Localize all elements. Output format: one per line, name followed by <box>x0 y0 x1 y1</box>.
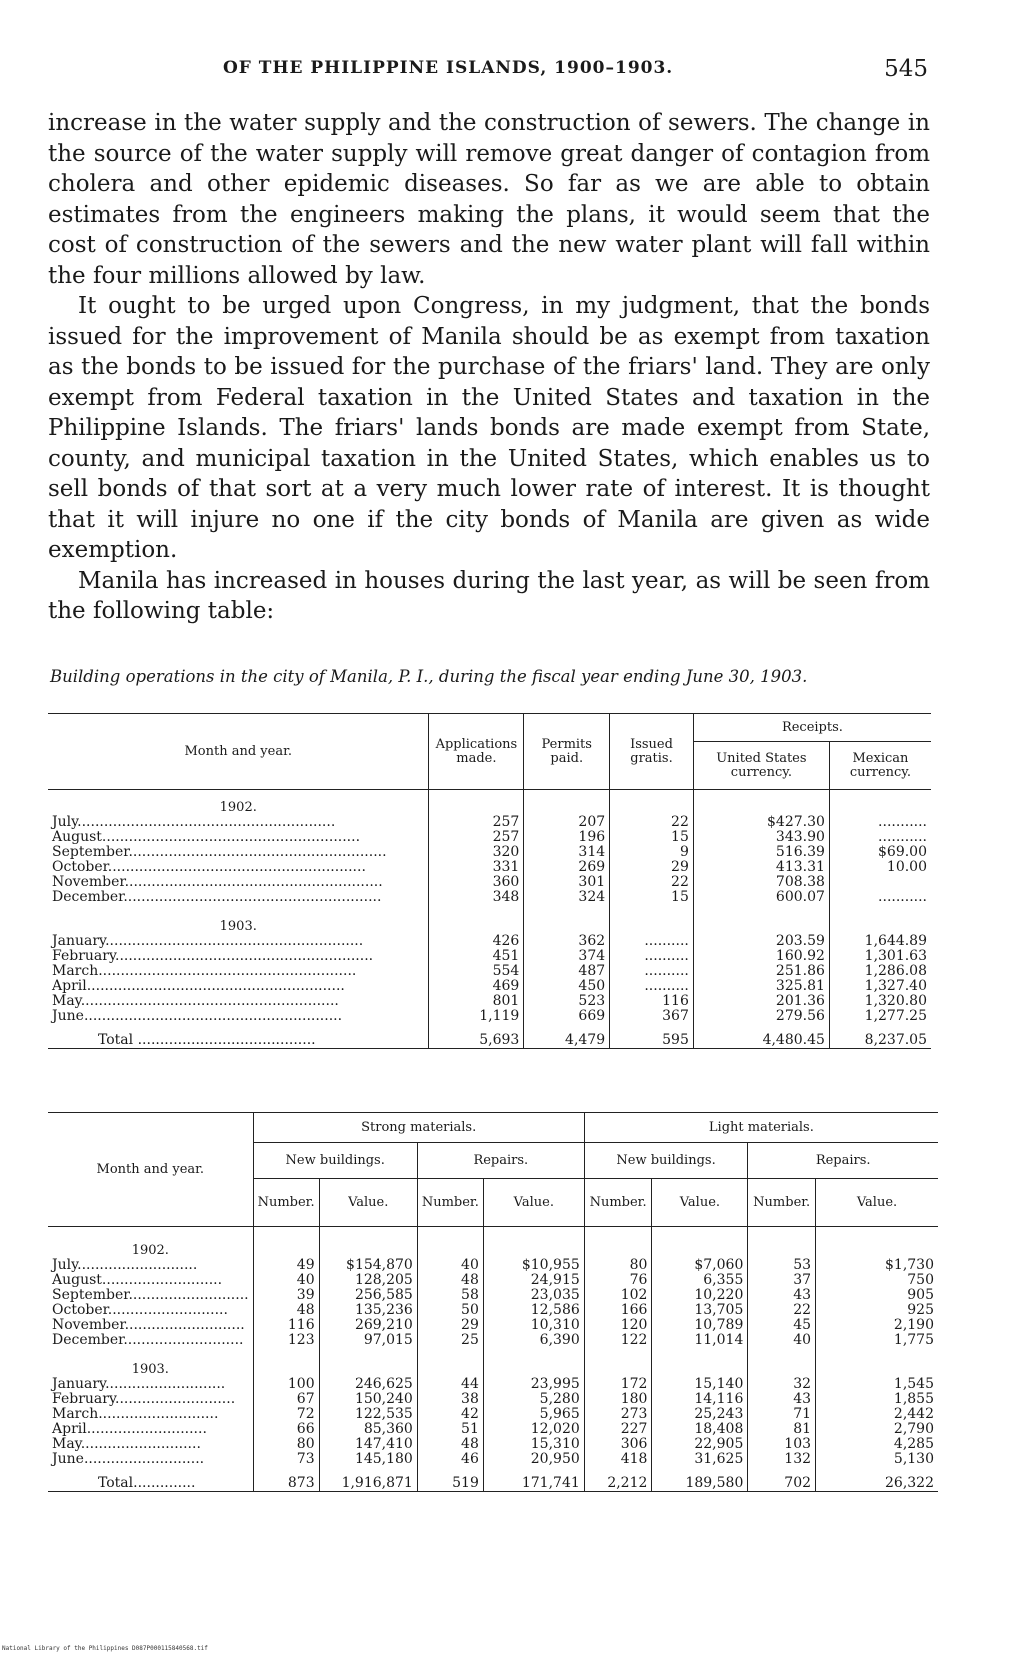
cell: 11,014 <box>652 1333 748 1348</box>
cell: 37 <box>748 1273 816 1288</box>
cell: 46 <box>417 1452 483 1467</box>
cell: 128,205 <box>319 1273 417 1288</box>
cell: 171,741 <box>483 1467 584 1492</box>
cell: 362 <box>524 934 610 949</box>
cell: 5,130 <box>816 1452 938 1467</box>
col-month: Month and year. <box>96 1161 205 1177</box>
cell: 40 <box>417 1258 483 1273</box>
cell: 426 <box>429 934 524 949</box>
table-row <box>48 1452 938 1467</box>
cell: 50 <box>417 1303 483 1318</box>
cell: 43 <box>748 1288 816 1303</box>
cell: 38 <box>417 1392 483 1407</box>
cell: 374 <box>524 949 610 964</box>
col-month: Month and year. <box>184 743 292 759</box>
cell: 2,442 <box>816 1407 938 1422</box>
cell: $7,060 <box>652 1258 748 1273</box>
cell: 2,790 <box>816 1422 938 1437</box>
cell: 14,116 <box>652 1392 748 1407</box>
cell: 122 <box>584 1333 652 1348</box>
cell: .......... <box>610 964 694 979</box>
cell: 40 <box>748 1333 816 1348</box>
cell: 44 <box>417 1377 483 1392</box>
table-row <box>48 949 931 964</box>
cell: 873 <box>253 1467 319 1492</box>
cell: 31,625 <box>652 1452 748 1467</box>
cell: 25,243 <box>652 1407 748 1422</box>
cell: 5,965 <box>483 1407 584 1422</box>
cell: 360 <box>429 875 524 890</box>
cell: 120 <box>584 1318 652 1333</box>
cell: 314 <box>524 845 610 860</box>
cell: 367 <box>610 1009 694 1024</box>
cell: 257 <box>429 815 524 830</box>
row-label: June.......................................................... <box>52 1009 343 1024</box>
row-label: February.......................................................... <box>52 949 374 964</box>
table-row <box>48 1303 938 1318</box>
table-row <box>48 860 931 875</box>
cell: 331 <box>429 860 524 875</box>
cell: 1,644.89 <box>829 934 931 949</box>
year-label: 1902. <box>131 1243 169 1258</box>
cell: 1,119 <box>429 1009 524 1024</box>
body-text <box>48 108 930 627</box>
cell: 1,277.25 <box>829 1009 931 1024</box>
cell: 39 <box>253 1288 319 1303</box>
row-label: August........................... <box>52 1273 223 1288</box>
cell: 116 <box>610 994 694 1009</box>
row-label: October.......................................................... <box>52 860 366 875</box>
cell: 269,210 <box>319 1318 417 1333</box>
row-label: January.......................................................... <box>52 934 364 949</box>
cell: 523 <box>524 994 610 1009</box>
col-number: Number. <box>417 1179 483 1227</box>
cell: 320 <box>429 845 524 860</box>
col-repairs: Repairs. <box>748 1143 938 1179</box>
cell: 22 <box>748 1303 816 1318</box>
cell: 48 <box>253 1303 319 1318</box>
total-row <box>48 1024 931 1049</box>
col-us-currency: United States currency. <box>693 742 829 790</box>
cell: 22 <box>610 875 694 890</box>
cell: 123 <box>253 1333 319 1348</box>
cell: 12,020 <box>483 1422 584 1437</box>
materials-table <box>48 1112 938 1492</box>
cell: 2,190 <box>816 1318 938 1333</box>
row-label: December........................... <box>52 1333 244 1348</box>
cell: 5,693 <box>429 1024 524 1049</box>
cell: 29 <box>417 1318 483 1333</box>
cell: .......... <box>610 949 694 964</box>
cell: 10,310 <box>483 1318 584 1333</box>
cell: 29 <box>610 860 694 875</box>
row-label: July........................... <box>52 1258 198 1273</box>
cell: 10,220 <box>652 1288 748 1303</box>
cell: 100 <box>253 1377 319 1392</box>
cell: 81 <box>748 1422 816 1437</box>
cell: 49 <box>253 1258 319 1273</box>
cell: 1,327.40 <box>829 979 931 994</box>
cell: 102 <box>584 1288 652 1303</box>
table-row <box>48 1392 938 1407</box>
table-row <box>48 964 931 979</box>
col-value: Value. <box>652 1179 748 1227</box>
table-row <box>48 1318 938 1333</box>
cell: $154,870 <box>319 1258 417 1273</box>
cell: 67 <box>253 1392 319 1407</box>
cell: 13,705 <box>652 1303 748 1318</box>
cell: 6,355 <box>652 1273 748 1288</box>
col-new-buildings: New buildings. <box>253 1143 417 1179</box>
row-label: November........................... <box>52 1318 245 1333</box>
cell: 116 <box>253 1318 319 1333</box>
cell: $1,730 <box>816 1258 938 1273</box>
col-number: Number. <box>748 1179 816 1227</box>
table-row <box>48 890 931 905</box>
cell: 53 <box>748 1258 816 1273</box>
cell: 4,480.45 <box>693 1024 829 1049</box>
total-row <box>48 1467 938 1492</box>
cell: 189,580 <box>652 1467 748 1492</box>
row-label: July.......................................................... <box>52 815 336 830</box>
col-value: Value. <box>483 1179 584 1227</box>
table-row <box>48 994 931 1009</box>
cell: 451 <box>429 949 524 964</box>
table-row <box>48 875 931 890</box>
cell: $69.00 <box>829 845 931 860</box>
cell: 76 <box>584 1273 652 1288</box>
cell: 42 <box>417 1407 483 1422</box>
cell: 1,916,871 <box>319 1467 417 1492</box>
cell: 32 <box>748 1377 816 1392</box>
table-row <box>48 979 931 994</box>
cell: 325.81 <box>693 979 829 994</box>
row-label: September.......................................................... <box>52 845 387 860</box>
cell: 273 <box>584 1407 652 1422</box>
cell: 269 <box>524 860 610 875</box>
cell: ........... <box>829 815 931 830</box>
cell: 348 <box>429 890 524 905</box>
row-label: May.......................................................... <box>52 994 339 1009</box>
cell: 15,310 <box>483 1437 584 1452</box>
year-label: 1903. <box>131 1362 169 1377</box>
page-number: 545 <box>884 56 928 82</box>
col-repairs: Repairs. <box>417 1143 584 1179</box>
row-label: April.......................................................... <box>52 979 345 994</box>
cell: 80 <box>253 1437 319 1452</box>
cell: 23,995 <box>483 1377 584 1392</box>
cell: 246,625 <box>319 1377 417 1392</box>
cell: 196 <box>524 830 610 845</box>
col-mex-currency: Mexican currency. <box>829 742 931 790</box>
cell: 1,320.80 <box>829 994 931 1009</box>
cell: $10,955 <box>483 1258 584 1273</box>
row-label: August.......................................................... <box>52 830 361 845</box>
cell: 2,212 <box>584 1467 652 1492</box>
cell: 145,180 <box>319 1452 417 1467</box>
col-light-materials: Light materials. <box>584 1113 938 1143</box>
col-number: Number. <box>253 1179 319 1227</box>
cell: 26,322 <box>816 1467 938 1492</box>
paragraph: Manila has increased in houses during the last year, as will be seen from the following table: <box>48 567 930 624</box>
row-label: January........................... <box>52 1377 226 1392</box>
cell: 71 <box>748 1407 816 1422</box>
cell: 48 <box>417 1273 483 1288</box>
cell: 1,775 <box>816 1333 938 1348</box>
cell: 8,237.05 <box>829 1024 931 1049</box>
cell: .......... <box>610 934 694 949</box>
row-label: November.......................................................... <box>52 875 383 890</box>
row-label: March........................... <box>52 1407 219 1422</box>
cell: 227 <box>584 1422 652 1437</box>
table-row <box>48 815 931 830</box>
cell: 554 <box>429 964 524 979</box>
cell: 23,035 <box>483 1288 584 1303</box>
table-row <box>48 934 931 949</box>
cell: 10,789 <box>652 1318 748 1333</box>
cell: 5,280 <box>483 1392 584 1407</box>
cell: 9 <box>610 845 694 860</box>
col-number: Number. <box>584 1179 652 1227</box>
col-strong-materials: Strong materials. <box>253 1113 584 1143</box>
table-row <box>48 1288 938 1303</box>
cell: 160.92 <box>693 949 829 964</box>
cell: 80 <box>584 1258 652 1273</box>
paragraph: increase in the water supply and the construction of sewers. The change in the source of the water supply will remove great danger of contagion from cholera and other epidemic diseases. So far as we are able to obtain estimates from the engineers making the plans, it would seem that the cost of construction of the sewers and the new water plant will fall within the four millions allowed by law. <box>48 110 930 289</box>
table-row <box>48 1009 931 1024</box>
cell: 18,408 <box>652 1422 748 1437</box>
row-label: December.......................................................... <box>52 890 382 905</box>
cell: 97,015 <box>319 1333 417 1348</box>
col-permits: Permits paid. <box>524 714 610 790</box>
cell: 15 <box>610 830 694 845</box>
cell: 43 <box>748 1392 816 1407</box>
cell: 66 <box>253 1422 319 1437</box>
cell: 469 <box>429 979 524 994</box>
cell: 132 <box>748 1452 816 1467</box>
cell: 72 <box>253 1407 319 1422</box>
cell: ........... <box>829 890 931 905</box>
cell: 450 <box>524 979 610 994</box>
col-gratis: Issued gratis. <box>610 714 694 790</box>
table-row <box>48 1258 938 1273</box>
cell: 6,390 <box>483 1333 584 1348</box>
cell: 4,285 <box>816 1437 938 1452</box>
cell: 20,950 <box>483 1452 584 1467</box>
scan-footer: National Library of the Philippines D087P000115840568.tif <box>2 1645 208 1652</box>
cell: 600.07 <box>693 890 829 905</box>
page-header <box>48 58 928 88</box>
cell: 256,585 <box>319 1288 417 1303</box>
year-label: 1902. <box>219 800 257 815</box>
table-row <box>48 1273 938 1288</box>
cell: 48 <box>417 1437 483 1452</box>
cell: .......... <box>610 979 694 994</box>
col-value: Value. <box>816 1179 938 1227</box>
cell: 343.90 <box>693 830 829 845</box>
cell: 324 <box>524 890 610 905</box>
cell: 73 <box>253 1452 319 1467</box>
cell: 801 <box>429 994 524 1009</box>
cell: 925 <box>816 1303 938 1318</box>
cell: 51 <box>417 1422 483 1437</box>
row-label: Total.............. <box>98 1475 196 1491</box>
cell: 487 <box>524 964 610 979</box>
table-caption: Building operations in the city of Manila, P. I., during the fiscal year ending June 30, 1903. <box>50 667 808 686</box>
row-label: June........................... <box>52 1452 205 1467</box>
row-label: May........................... <box>52 1437 201 1452</box>
cell: 905 <box>816 1288 938 1303</box>
cell: 251.86 <box>693 964 829 979</box>
running-title: OF THE PHILIPPINE ISLANDS, 1900–1903. <box>223 58 674 78</box>
row-label: September........................... <box>52 1288 249 1303</box>
cell: 595 <box>610 1024 694 1049</box>
cell: 669 <box>524 1009 610 1024</box>
col-applications: Applications made. <box>429 714 524 790</box>
permits-table <box>48 713 931 1049</box>
cell: 103 <box>748 1437 816 1452</box>
cell: 4,479 <box>524 1024 610 1049</box>
cell: 708.38 <box>693 875 829 890</box>
cell: 166 <box>584 1303 652 1318</box>
paragraph: It ought to be urged upon Congress, in my judgment, that the bonds issued for the improvement of Manila should be as exempt from taxation as the bonds to be issued for the purchase of the friars' land. They are only exempt from Federal taxation in the United States and taxation in the Philippine Islands. The friars' lands bonds are made exempt from State, county, and municipal taxation in the United States, which enables us to sell bonds of that sort at a very much lower rate of interest. It is thought that it will injure no one if the city bonds of Manila are given as wide exemption. <box>48 293 930 563</box>
table-row <box>48 1377 938 1392</box>
cell: 1,286.08 <box>829 964 931 979</box>
col-value: Value. <box>319 1179 417 1227</box>
cell: 58 <box>417 1288 483 1303</box>
cell: 15 <box>610 890 694 905</box>
row-label: Total ........................................ <box>98 1032 316 1048</box>
cell: 516.39 <box>693 845 829 860</box>
cell: 22,905 <box>652 1437 748 1452</box>
cell: 306 <box>584 1437 652 1452</box>
cell: 150,240 <box>319 1392 417 1407</box>
table-row <box>48 1422 938 1437</box>
cell: $427.30 <box>693 815 829 830</box>
cell: 201.36 <box>693 994 829 1009</box>
cell: 22 <box>610 815 694 830</box>
cell: ........... <box>829 830 931 845</box>
col-receipts: Receipts. <box>693 714 931 742</box>
row-label: March.......................................................... <box>52 964 357 979</box>
cell: 12,586 <box>483 1303 584 1318</box>
cell: 257 <box>429 830 524 845</box>
cell: 1,545 <box>816 1377 938 1392</box>
row-label: October........................... <box>52 1303 228 1318</box>
table-row <box>48 1333 938 1348</box>
cell: 45 <box>748 1318 816 1333</box>
table-row <box>48 1407 938 1422</box>
cell: 702 <box>748 1467 816 1492</box>
cell <box>829 875 931 890</box>
table-row <box>48 845 931 860</box>
table-row <box>48 830 931 845</box>
cell: 279.56 <box>693 1009 829 1024</box>
cell: 1,301.63 <box>829 949 931 964</box>
cell: 301 <box>524 875 610 890</box>
cell: 418 <box>584 1452 652 1467</box>
row-label: February........................... <box>52 1392 236 1407</box>
cell: 750 <box>816 1273 938 1288</box>
cell: 135,236 <box>319 1303 417 1318</box>
cell: 25 <box>417 1333 483 1348</box>
cell: 122,535 <box>319 1407 417 1422</box>
cell: 85,360 <box>319 1422 417 1437</box>
cell: 207 <box>524 815 610 830</box>
cell: 10.00 <box>829 860 931 875</box>
cell: 24,915 <box>483 1273 584 1288</box>
cell: 413.31 <box>693 860 829 875</box>
cell: 147,410 <box>319 1437 417 1452</box>
table-row <box>48 1437 938 1452</box>
col-new-buildings: New buildings. <box>584 1143 748 1179</box>
cell: 180 <box>584 1392 652 1407</box>
cell: 203.59 <box>693 934 829 949</box>
cell: 519 <box>417 1467 483 1492</box>
row-label: April........................... <box>52 1422 207 1437</box>
year-label: 1903. <box>219 919 257 934</box>
cell: 1,855 <box>816 1392 938 1407</box>
cell: 40 <box>253 1273 319 1288</box>
cell: 172 <box>584 1377 652 1392</box>
cell: 15,140 <box>652 1377 748 1392</box>
